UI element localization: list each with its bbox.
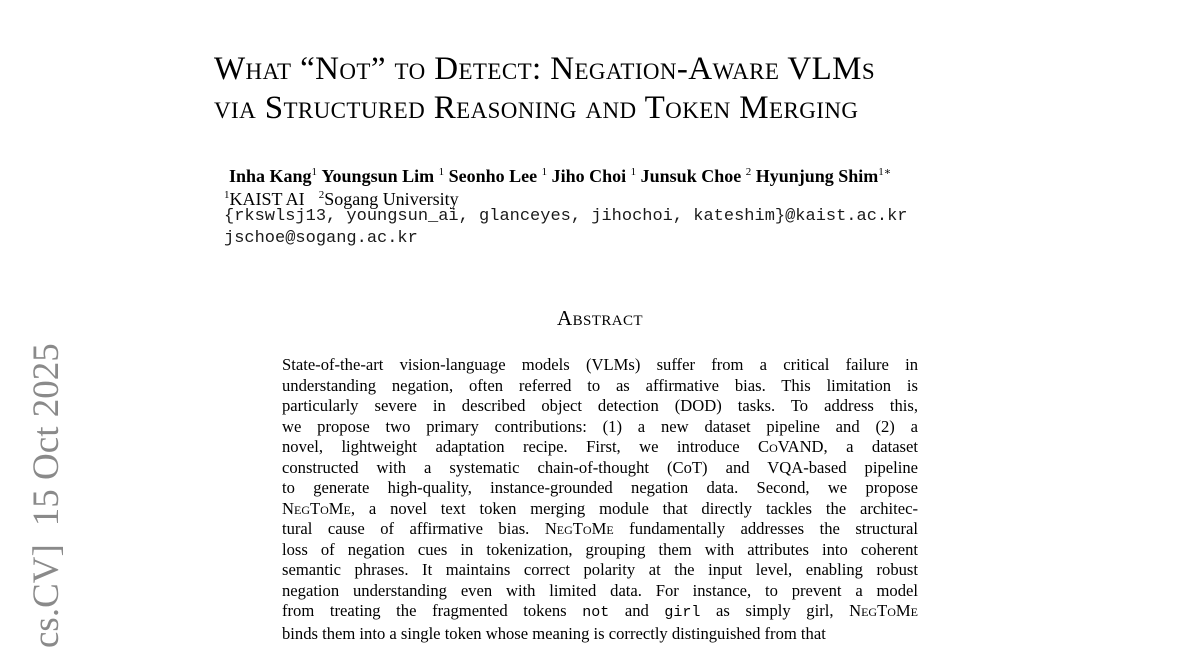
abstract-line: tural cause of affirmative bias. NegToMe fundamentally addresses the structural [282,519,919,538]
abstract-heading: Abstract [557,306,643,330]
abstract-line: from treating the fragmented tokens not and girl as simply girl, NegToMe [282,601,918,621]
author-affil-sup: 1 [311,166,318,178]
abstract-body [282,355,918,644]
title-line-2: via Structured Reasoning and Token Merging [214,90,859,126]
abstract-line: we propose two primary contributions: (1) a new dataset pipeline and (2) a [282,416,918,436]
author-name: Youngsun Lim [321,166,435,186]
affiliation-sup: 2 [318,189,325,201]
abstract-line: semantic phrases. It maintains correct polarity at the input level, enabling robust [282,560,918,579]
author-affil-sup: 1 [438,166,445,178]
method-name: NegToMe [849,601,918,620]
abstract-line: particularly severe in described object detection (DOD) tasks. To address this, [282,396,918,415]
abstract-line: NegToMe, a novel text token merging module that directly tackles the architec- [282,498,918,518]
affiliation-name: Sogang University [324,189,459,209]
author-name: Seonho Lee [448,166,538,186]
method-name: NegToMe [282,498,351,518]
author-name: Hyunjung Shim [755,166,879,186]
code-token: girl [664,604,701,621]
email-line: {rkswlsj13, youngsun_ai, glanceyes, jihochoi, kateshim}@kaist.ac.kr [224,207,908,226]
title-line-1: What “Not” to Detect: Negation-Aware VLMs [214,51,876,87]
author-affil-sup: 2 [745,166,752,178]
abstract-line: novel, lightweight adaptation recipe. First, we introduce CoVAND, a dataset [282,437,918,456]
abstract-line: constructed with a systematic chain-of-thought (CoT) and VQA-based pipeline [282,457,918,477]
author-name: Junsuk Choe [640,166,742,186]
affiliation-name: KAIST AI [229,189,305,209]
paper-title [214,50,1014,128]
abstract-line: understanding negation, often referred to as affirmative bias. This limitation is [282,375,918,395]
method-name: NegToMe [544,519,614,538]
abstract-line: to generate high-quality, instance-grounded negation data. Second, we propose [282,478,918,497]
author-affil-sup: 1 [630,166,637,178]
arxiv-category: cs.CV] [26,544,67,648]
abstract-line: negation understanding even with limited data. For instance, to prevent a model [282,580,918,600]
arxiv-date: 15 Oct 2025 [26,343,67,527]
affiliation-sup: 1 [224,189,230,201]
arxiv-identifier-stamp [25,343,69,648]
email-line: jschoe@sogang.ac.kr [224,229,418,248]
code-token: not [582,604,610,621]
author-affil-sup: 1 [541,166,548,178]
method-name: CoVAND [758,437,824,456]
author-affil-sup: 1∗ [878,166,892,178]
author-emails [224,206,908,250]
author-name: Inha Kang [229,166,312,186]
abstract-line: loss of negation cues in tokenization, grouping them with attributes into coherent [282,539,918,559]
author-name: Jiho Choi [551,166,627,186]
abstract-line: State-of-the-art vision-language models (VLMs) suffer from a critical failure in [282,355,918,374]
abstract-line: binds them into a single token whose meaning is correctly distinguished from that [282,623,826,643]
